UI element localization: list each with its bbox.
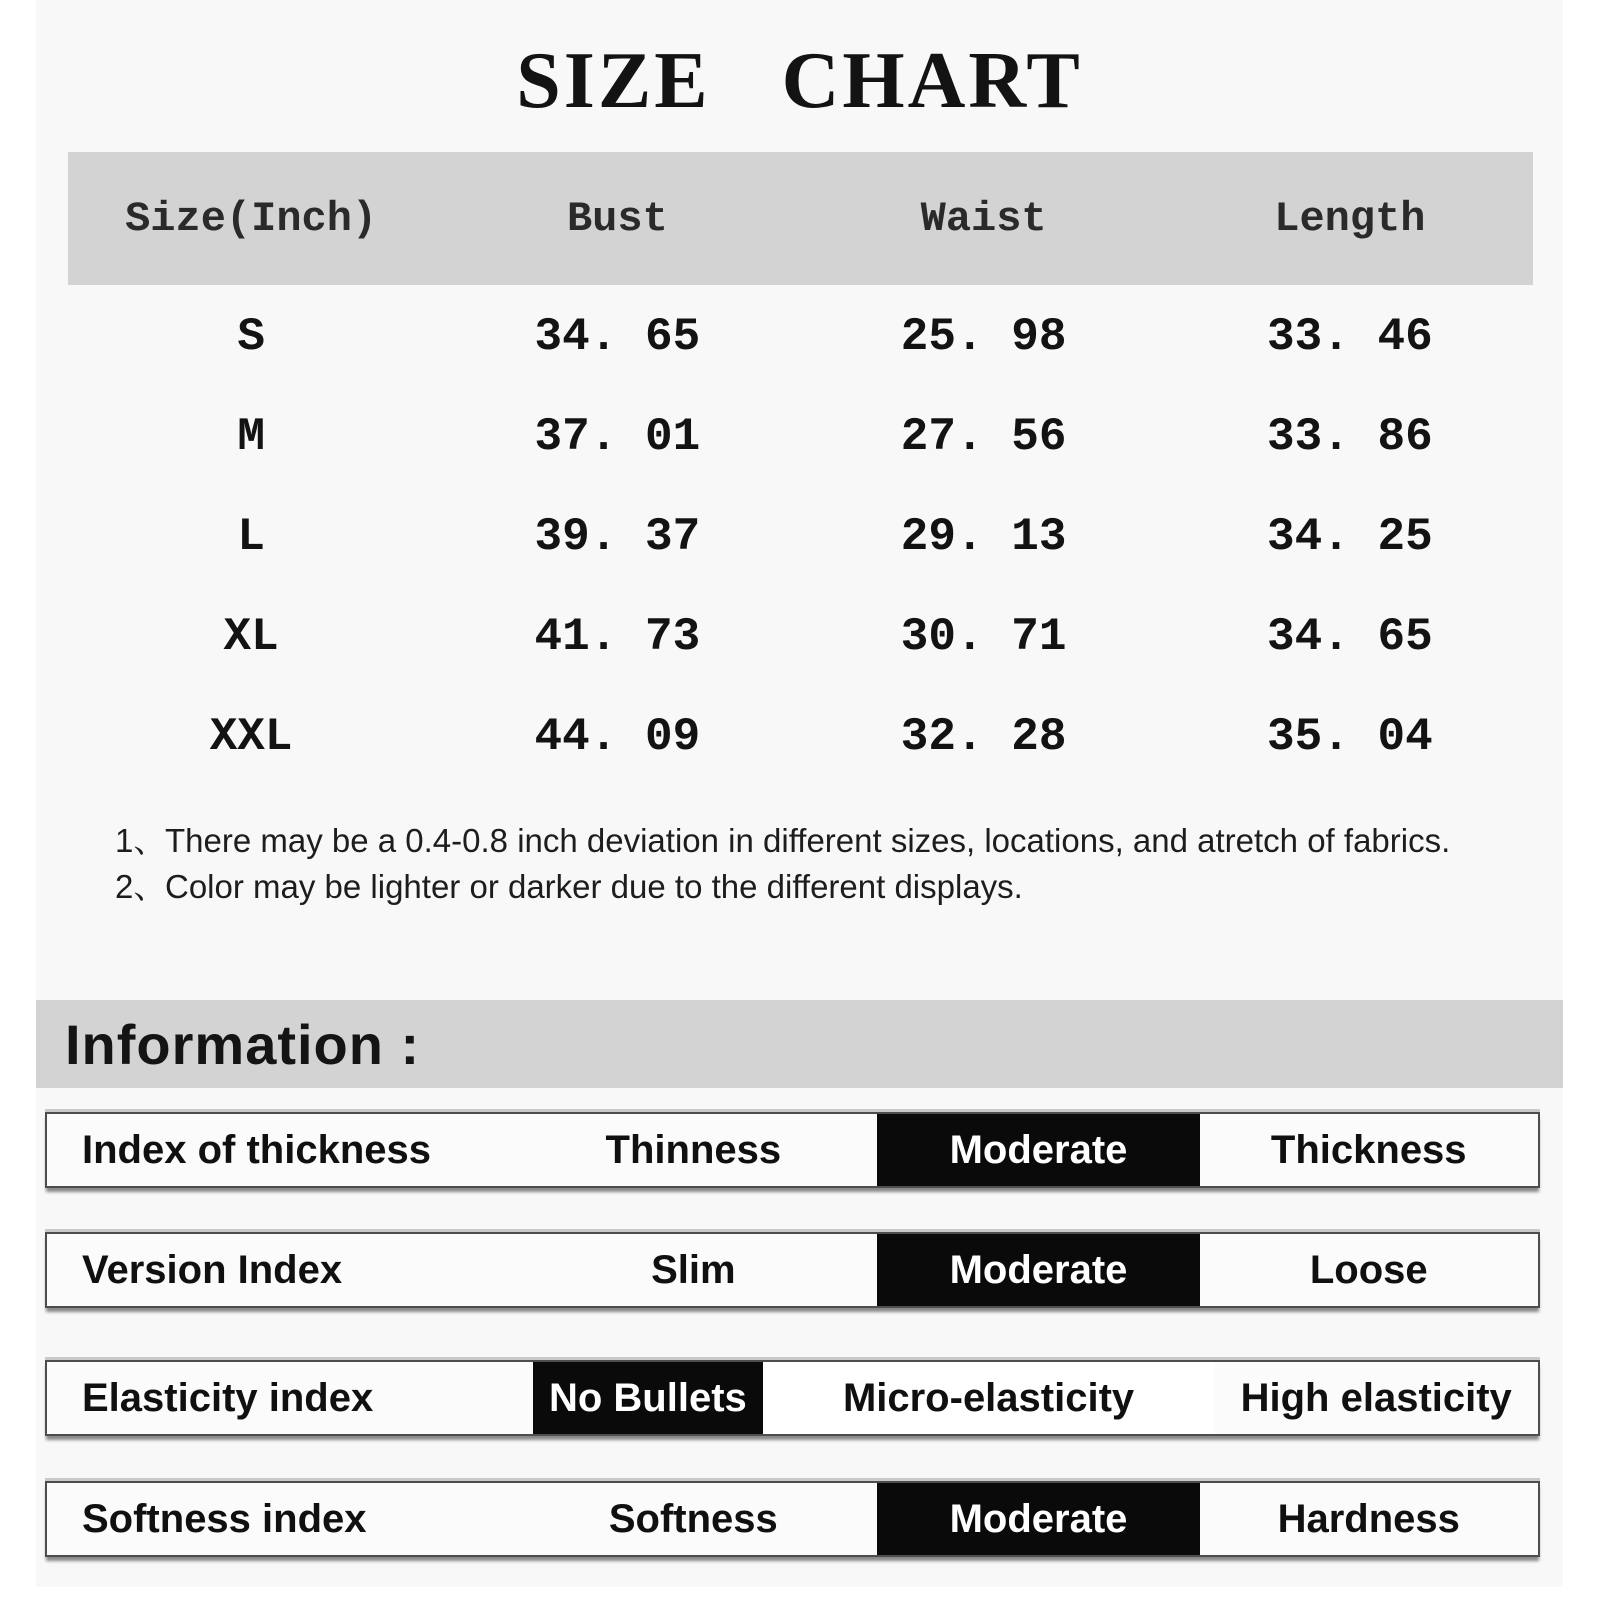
info-row-thickness [45, 1112, 1540, 1188]
info-option-selected: Moderate [877, 1234, 1199, 1306]
info-option: Micro-elasticity [763, 1362, 1215, 1434]
info-option: Slim [651, 1247, 736, 1292]
header-cell-size: Size(Inch) [125, 194, 378, 243]
length-cell: 34. 25 [1267, 511, 1433, 563]
size-table-row [68, 687, 1533, 787]
size-table-row [68, 387, 1533, 487]
note-text: Color may be lighter or darker due to the different displays. [165, 868, 1023, 905]
size-cell: XXL [209, 711, 293, 763]
info-option: Hardness [1277, 1496, 1460, 1541]
length-cell: 33. 86 [1267, 411, 1433, 463]
page-title: SIZE CHART [516, 37, 1083, 125]
information-heading: Information : [65, 1012, 421, 1076]
header-cell-waist: Waist [920, 194, 1047, 243]
waist-cell: 27. 56 [900, 411, 1067, 463]
info-option: Loose [1309, 1247, 1428, 1292]
size-cell: L [237, 511, 265, 563]
info-option-selected: No Bullets [533, 1362, 763, 1434]
info-row-label: Softness index [82, 1496, 367, 1541]
content-area [36, 0, 1563, 1587]
info-option: Thickness [1270, 1127, 1467, 1172]
info-row-label: Version Index [82, 1247, 343, 1292]
size-table-row [68, 487, 1533, 587]
bust-cell: 41. 73 [534, 611, 701, 663]
length-cell: 34. 65 [1267, 611, 1433, 663]
waist-cell: 25. 98 [900, 311, 1067, 363]
information-header-band [36, 1000, 1563, 1088]
header-cell-bust: Bust [566, 194, 668, 243]
note-item [115, 818, 1515, 864]
note-marker: 1、 [115, 822, 167, 859]
bust-cell: 39. 37 [534, 511, 701, 563]
header-cell-length: Length [1274, 194, 1426, 243]
bust-cell: 37. 01 [534, 411, 701, 463]
size-cell: M [237, 411, 265, 463]
bust-cell: 34. 65 [534, 311, 701, 363]
note-item [115, 864, 1515, 910]
size-cell: XL [223, 611, 279, 663]
waist-cell: 30. 71 [900, 611, 1067, 663]
size-table-body [68, 287, 1533, 787]
info-row-version [45, 1232, 1540, 1308]
info-option: Softness [608, 1496, 778, 1541]
notes [115, 818, 1515, 910]
length-cell: 35. 04 [1267, 711, 1433, 763]
info-row-softness [45, 1481, 1540, 1557]
size-cell: S [237, 311, 265, 363]
waist-cell: 32. 28 [900, 711, 1067, 763]
size-table-row [68, 587, 1533, 687]
note-marker: 2、 [115, 868, 167, 905]
info-option: High elasticity [1240, 1375, 1512, 1420]
info-row-label: Elasticity index [82, 1375, 374, 1420]
info-option-selected: Moderate [877, 1483, 1199, 1555]
note-text: There may be a 0.4-0.8 inch deviation in different sizes, locations, and atretch of fabrics. [165, 822, 1451, 859]
info-row-elasticity [45, 1360, 1540, 1436]
size-table-row [68, 287, 1533, 387]
size-table-header [68, 152, 1533, 285]
waist-cell: 29. 13 [900, 511, 1067, 563]
length-cell: 33. 46 [1267, 311, 1433, 363]
info-option: Thinness [605, 1127, 782, 1172]
info-row-label: Index of thickness [82, 1127, 431, 1172]
info-option-selected: Moderate [877, 1114, 1199, 1186]
bust-cell: 44. 09 [534, 711, 701, 763]
